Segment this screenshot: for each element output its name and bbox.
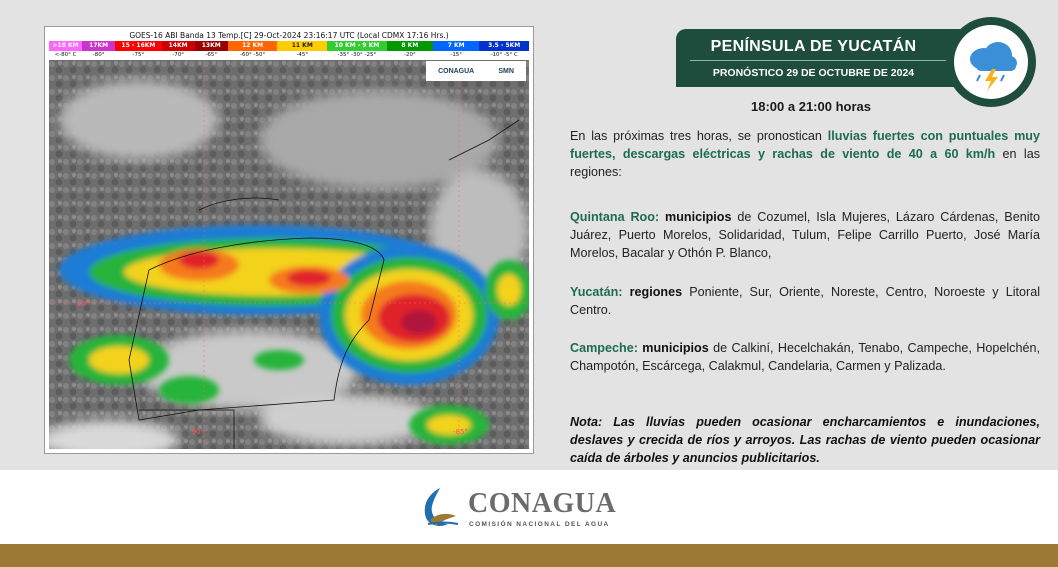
forecast-note: Nota: Las lluvias pueden ocasionar encharcamientos e inundaciones, deslaves y crecida de ríos y arroyos. Las rachas de viento pueden ocasionar caída de árboles y anuncios publicitarios.: [570, 415, 1040, 465]
temp-label: -45°: [296, 52, 309, 58]
footer-bar: [0, 544, 1058, 567]
temp-label: -75°: [132, 52, 145, 58]
temp-label: -65°: [205, 52, 218, 58]
satellite-map: [49, 60, 529, 449]
region-list: de Calkiní, Hecelchakán, Tenabo, Campeche, Hopelchén, Champotón, Escárcega, Calakmul, Candelaria, Carmen y Palizada.: [570, 341, 1040, 373]
intro-text: En las próximas tres horas, se pronostican: [570, 129, 828, 143]
region-list: Poniente, Sur, Oriente, Noreste, Centro, Noroeste y Litoral Centro.: [570, 285, 1041, 317]
weather-icon-badge: [946, 17, 1036, 107]
intro-text-end: en las regiones:: [570, 146, 1040, 179]
longitude-label: -90°: [189, 428, 204, 436]
scale-label: 11 KM: [277, 41, 327, 51]
header-banner: [676, 29, 966, 87]
latitude-label: 20°: [77, 300, 90, 308]
scale-label: 10 KM - 9 KM: [327, 41, 387, 51]
temp-label: -70°: [172, 52, 184, 58]
scale-label: 12 KM: [228, 41, 278, 51]
conagua-subtitle: COMISIÓN NACIONAL DEL AGUA: [469, 521, 610, 528]
longitude-label: -85°: [453, 428, 468, 436]
banner-divider: [690, 60, 948, 61]
region-kind: regiones: [629, 285, 683, 299]
satellite-image: [49, 31, 529, 449]
storm-cloud-icon: [954, 25, 1028, 99]
temp-label: -35° -30° -25°: [337, 52, 377, 58]
temperature-scale: [49, 51, 529, 60]
forecast-date: PRONÓSTICO 29 DE OCTUBRE DE 2024: [712, 67, 915, 79]
temp-label: -60° -50°: [240, 52, 266, 58]
altitude-scale: [49, 41, 529, 51]
temp-label: -15°: [450, 52, 463, 58]
smn-logo-text: SMN: [498, 67, 514, 75]
satellite-title: GOES-16 ABI Banda 13 Temp.[C] 29-Oct-2024 23:16:17 UTC (Local CDMX 17:16 Hrs.): [49, 31, 529, 41]
temp-label: <-80° C: [54, 52, 77, 58]
scale-label: 13KM: [195, 41, 228, 51]
region-name: Quintana Roo:: [570, 210, 660, 224]
scale-label: 8 KM: [387, 41, 433, 51]
region-yucatan: [570, 284, 1040, 320]
scale-label: 3.5 - 5KM: [479, 41, 529, 51]
satellite-logo: [426, 61, 526, 81]
temp-label: -10° -5° C: [490, 52, 518, 58]
scale-label: >18 KM: [49, 41, 82, 51]
scale-label: 7 KM: [433, 41, 479, 51]
region-kind: municipios: [665, 210, 732, 224]
region-title: PENÍNSULA DE YUCATÁN: [710, 38, 917, 55]
region-kind: municipios: [642, 341, 709, 355]
temp-label: -80°: [92, 52, 105, 58]
region-name: Campeche:: [570, 341, 638, 355]
region-list: de Cozumel, Isla Mujeres, Lázaro Cárdenas, Benito Juárez, Puerto Morelos, Solidaridad, Tulum, Felipe Carrillo Puerto, José María Morelos, Bacalar y Othón P. Blanco,: [570, 210, 1040, 260]
region-name: Yucatán:: [570, 285, 623, 299]
forecast-hours: 18:00 a 21:00 horas: [751, 99, 871, 114]
region-quintana-roo: [570, 209, 1040, 262]
region-campeche: [570, 340, 1040, 376]
conagua-logo-text: CONAGUA: [438, 67, 475, 75]
scale-label: 15 - 16KM: [115, 41, 161, 51]
forecast-intro: [570, 128, 1040, 181]
temp-label: -20°: [403, 52, 416, 58]
conagua-brand: CONAGUA: [468, 488, 617, 519]
scale-label: 14KM: [162, 41, 195, 51]
conagua-logo-icon: [416, 484, 464, 532]
satellite-image-frame: [44, 26, 534, 454]
scale-label: 17KM: [82, 41, 115, 51]
intro-highlight: lluvias fuertes con puntuales muy fuertes, descargas eléctricas y rachas de viento de 40 a 60 km/h: [570, 129, 1040, 161]
